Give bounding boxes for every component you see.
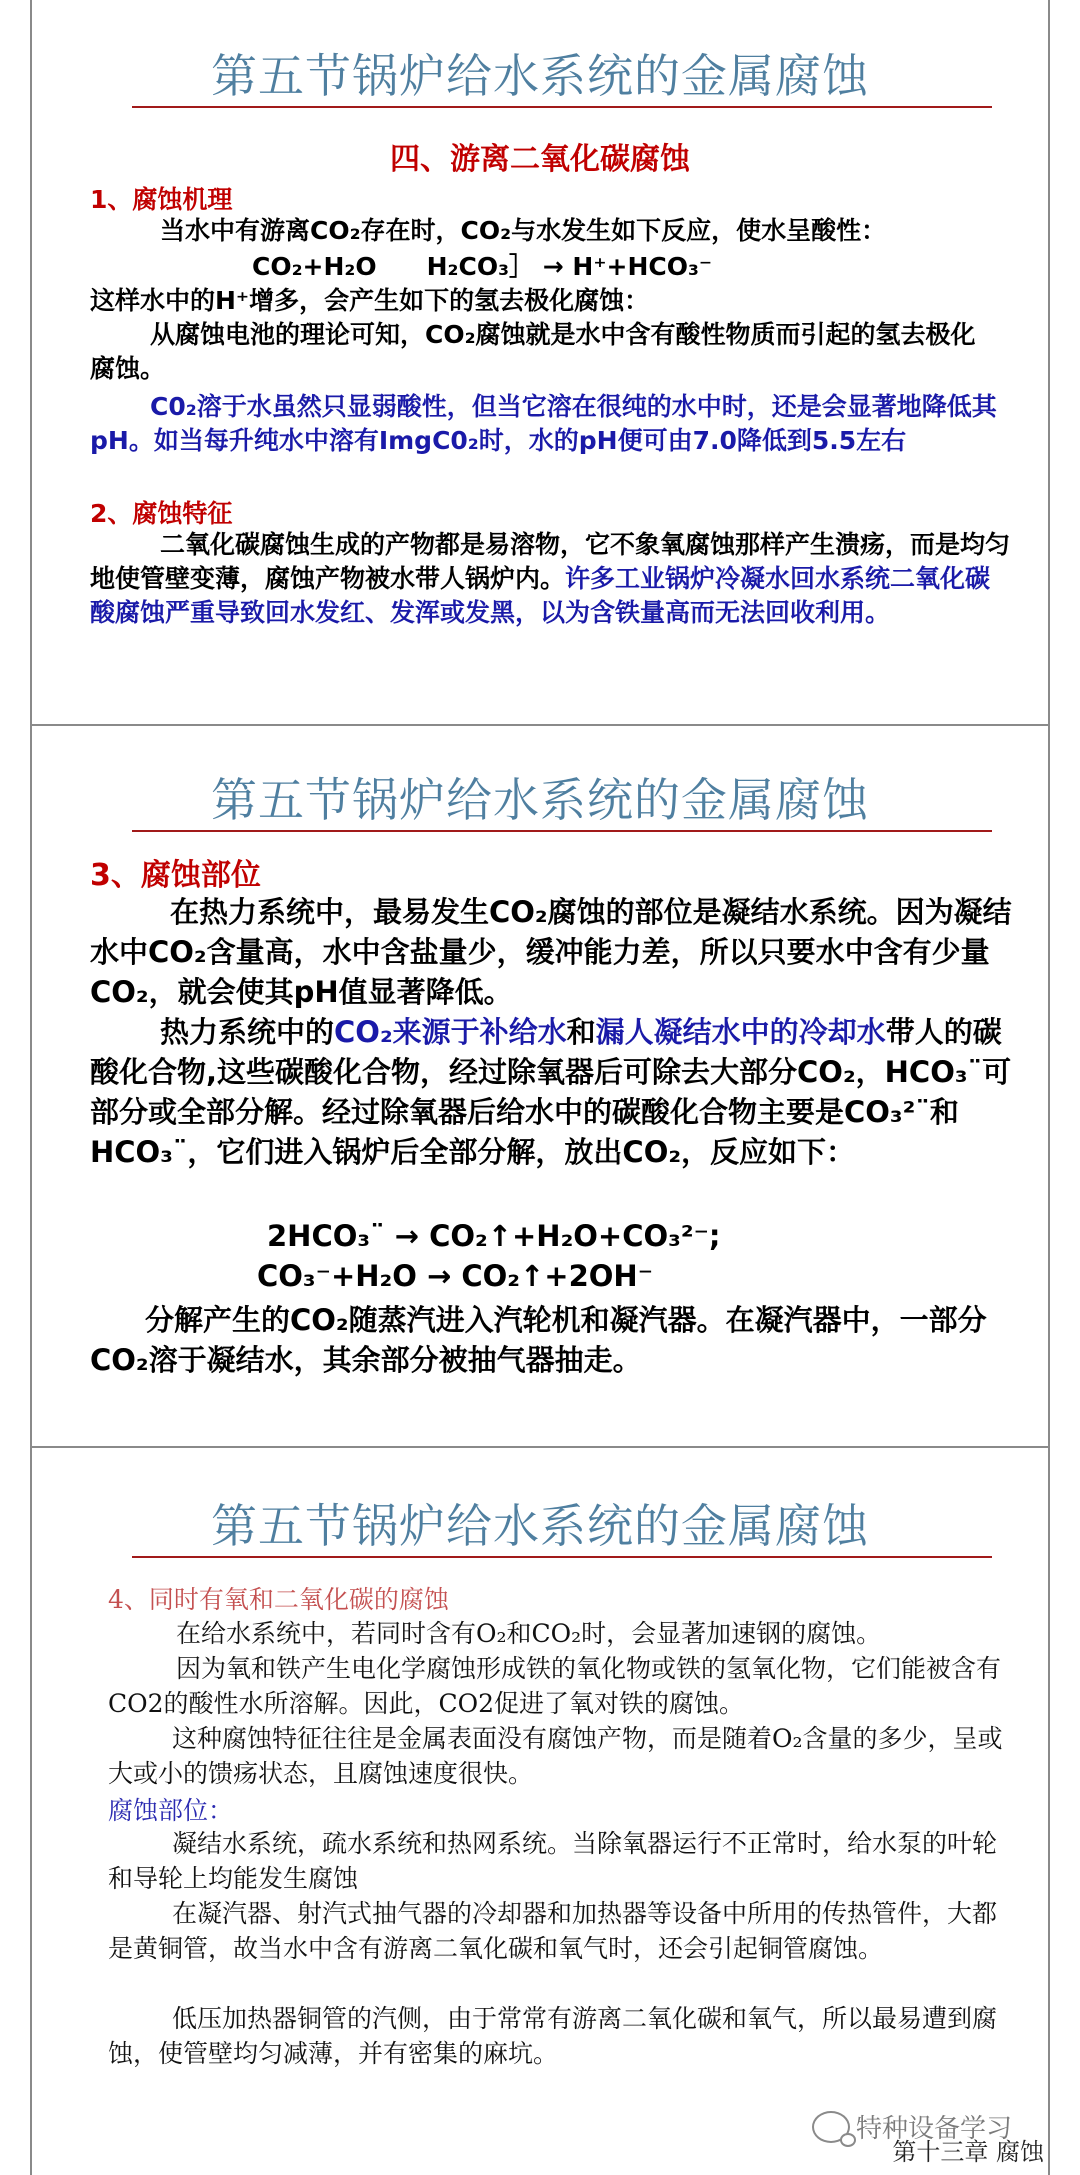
slide-3 (30, 1448, 1050, 2175)
equation: 2HCO₃¨ → CO₂↑+H₂O+CO₃²⁻; (267, 1219, 721, 1253)
text: 和 (566, 1015, 596, 1049)
paragraph (90, 1012, 1030, 1172)
slide-title: 第五节锅炉给水系统的金属腐蚀 (211, 1499, 869, 1553)
paragraph: 在凝汽器、射汽式抽气器的冷却器和加热器等设备中所用的传热管件，大都是黄铜管，故当水中含有游离二氧化碳和氧气时，还会引起铜管腐蚀。 (108, 1899, 998, 1963)
slide-title: 第五节锅炉给水系统的金属腐蚀 (211, 49, 869, 103)
paragraph: 这种腐蚀特征往往是金属表面没有腐蚀产物，而是随着O₂含量的多少，呈或大或小的馈疡状态，且腐蚀速度很快。 (108, 1724, 1003, 1788)
heading-mechanism: 1、腐蚀机理 (90, 185, 233, 214)
paragraph (90, 528, 1010, 630)
slide-1 (30, 0, 1050, 726)
text: 热力系统中的 (160, 1015, 335, 1049)
paragraph: 低压加热器铜管的汽侧，由于常常有游离二氧化碳和氧气，所以最易遭到腐蚀，使管壁均匀减薄，并有密集的麻坑。 (108, 2004, 998, 2068)
text-highlight: 许多工业锅炉冷凝水回水系统二氧化碳酸腐蚀严重导致回水发红、发浑或发黑，以为含铁量高而无法回收利用。 (90, 564, 991, 627)
heading-location: 3、腐蚀部位 (90, 858, 261, 893)
watermark (812, 2108, 1012, 2145)
heading-corrosion-location: 腐蚀部位： (108, 1796, 234, 1825)
paragraph: 当水中有游离CO₂存在时，CO₂与水发生如下反应，使水呈酸性： (160, 216, 887, 245)
watermark-label: 特种设备学习 (855, 2114, 1012, 2144)
slide-title: 第五节锅炉给水系统的金属腐蚀 (211, 773, 869, 827)
wechat-icon (812, 2111, 850, 2143)
paragraph: 这样水中的H⁺增多，会产生如下的氢去极化腐蚀： (90, 286, 650, 315)
paragraph: 因为氧和铁产生电化学腐蚀形成铁的氧化物或铁的氢氧化物，它们能被含有CO2的酸性水所溶解。因此，CO2促进了氧对铁的腐蚀。 (108, 1654, 1002, 1718)
slide-2 (30, 726, 1050, 1448)
heading-oxygen-co2: 4、同时有氧和二氧化碳的腐蚀 (108, 1585, 449, 1614)
paragraph-highlight: C0₂溶于水虽然只显弱酸性，但当它溶在很纯的水中时，还是会显著地降低其pH。如当每升纯水中溶有ImgC0₂时，水的pH便可由7.0降低到5.5左右 (90, 392, 997, 455)
text-highlight: 漏人凝结水中的冷却水 (595, 1015, 886, 1049)
text: 二氧化碳腐蚀生成的产物都是易溶物，它不象氧腐蚀那样产生溃疡，而是均匀地使管壁变薄，腐蚀产物被水带人锅炉内。 (90, 530, 1011, 593)
equation: CO₃⁻+H₂O → CO₂↑+2OH⁻ (257, 1259, 654, 1293)
paragraph: 在热力系统中，最易发生CO₂腐蚀的部位是凝结水系统。因为凝结水中CO₂含量高，水中含盐量少，缓冲能力差，所以只要水中含有少量CO₂，就会使其pH值显著降低。 (90, 895, 1012, 1009)
section-subtitle: 四、游离二氧化碳腐蚀 (390, 142, 690, 177)
title-rule (132, 1556, 992, 1558)
paragraph: 分解产生的CO₂随蒸汽进入汽轮机和凝汽器。在凝汽器中，一部分CO₂溶于凝结水，其余部分被抽气器抽走。 (90, 1303, 987, 1377)
paragraph: 在给水系统中，若同时含有O₂和CO₂时，会显著加速钢的腐蚀。 (176, 1619, 882, 1648)
equation: CO₂+H₂O H₂CO₃］ → H⁺+HCO₃⁻ (252, 252, 713, 281)
chapter-footer: 第十三章 腐蚀 (892, 2138, 1044, 2166)
text-highlight: CO₂来源于补给水 (334, 1015, 567, 1049)
title-rule (132, 106, 992, 108)
text: 带人的碳酸化合物,这些碳酸化合物，经过除氧器后可除去大部分CO₂，HCO₃¨可部分或全部分解。经过除氧器后给水中的碳酸化合物主要是CO₃²¨和HCO₃¨，它们进入锅炉后全部分解，放出CO₂，反应如下： (90, 1015, 1012, 1169)
heading-features: 2、腐蚀特征 (90, 499, 233, 528)
paragraph: 凝结水系统，疏水系统和热网系统。当除氧器运行不正常时，给水泵的叶轮和导轮上均能发生腐蚀 (108, 1829, 998, 1893)
title-rule (132, 830, 992, 832)
paragraph: 从腐蚀电池的理论可知，CO₂腐蚀就是水中含有酸性物质而引起的氢去极化腐蚀。 (90, 320, 976, 383)
